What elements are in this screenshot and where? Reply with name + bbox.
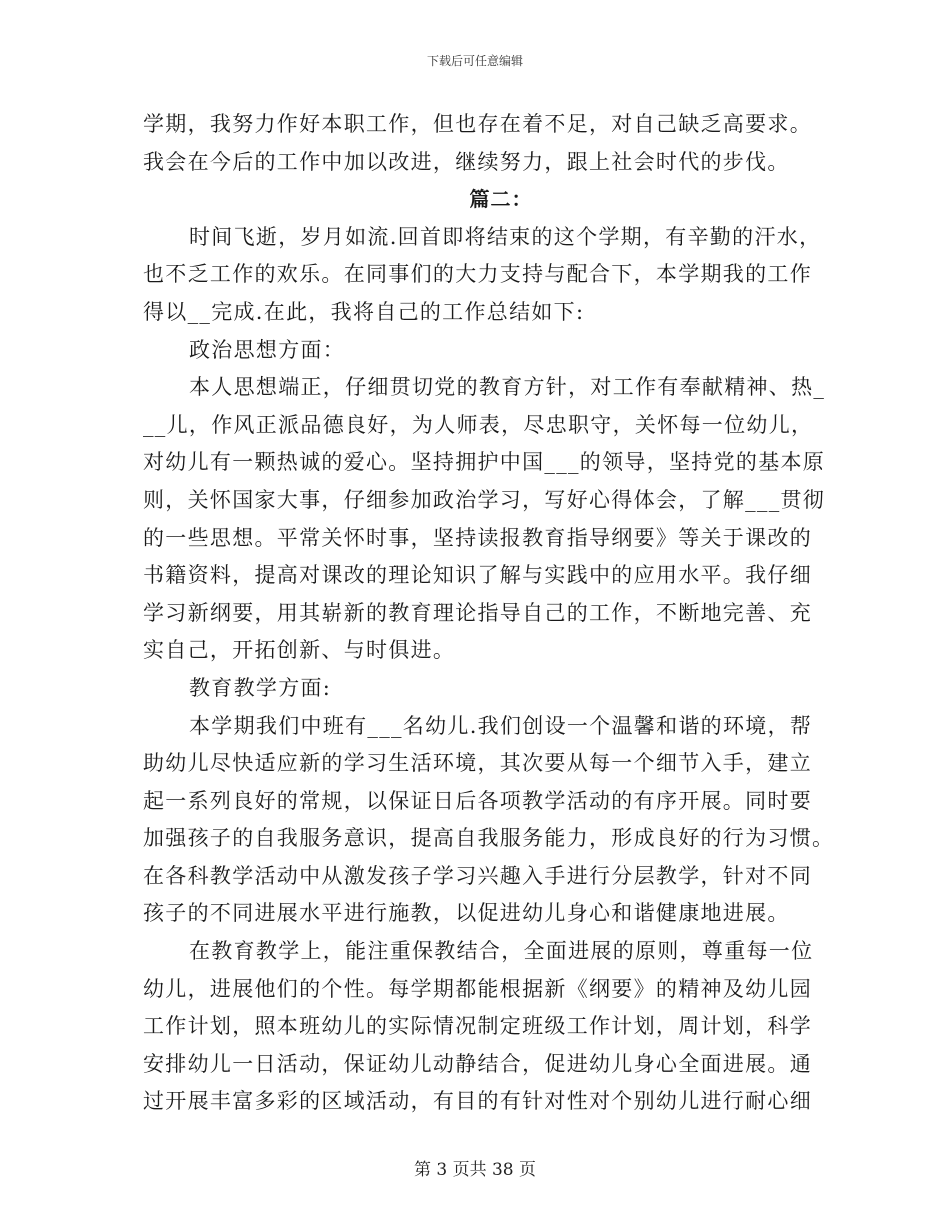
text-line: 助幼儿尽快适应新的学习生活环境，其次要从每一个细节入手，建立 [143,751,812,776]
text-line: __儿，作风正派品德良好，为人师表，尽忠职守，关怀每一位幼儿， [143,412,814,437]
text-line: 的一些思想。平常关怀时事，坚持读报教育指导纲要》等关于课改的 [143,525,812,550]
text-line: 学期，我努力作好本职工作，但也存在着不足，对自己缺乏高要求。 [143,112,812,136]
text-line: 孩子的不同进展水平进行施教，以促进幼儿身心和谐健康地进展。 [143,901,790,926]
document-body [143,106,835,1121]
text-line: 过开展丰富多彩的区域活动，有目的有针对性对个别幼儿进行耐心细 [143,1089,812,1114]
text-line: 安排幼儿一日活动，保证幼儿动静结合，促进幼儿身心全面进展。通 [143,1051,812,1076]
text-line: 本学期我们中班有___名幼儿.我们创设一个温馨和谐的环境，帮 [189,713,813,738]
text-line: 在教育教学上，能注重保教结合，全面进展的原则，尊重每一位 [189,939,814,964]
text-line: 我会在今后的工作中加以改进，继续努力，跟上社会时代的步伐。 [143,149,790,174]
text-line: 时间飞逝，岁月如流.回首即将结束的这个学期，有辛勤的汗水， [189,224,822,249]
text-line: 起一系列良好的常规，以保证日后各项教学活动的有序开展。同时要 [143,788,812,813]
text-line: 政治思想方面： [189,337,346,362]
text-line: 学习新纲要，用其崭新的教育理论指导自己的工作，不断地完善、充 [143,600,812,625]
text-line: 教育教学方面: [189,675,332,700]
text-line: 得以__完成.在此，我将自己的工作总结如下: [143,299,585,324]
text-line: 工作计划，照本班幼儿的实际情况制定班级工作计划，周计划，科学 [143,1014,812,1039]
text-line: 本人思想端正，仔细贯切党的教育方针，对工作有奉献精神、热_ [189,375,826,400]
page-footer: 第 3 页共 38 页 [413,1160,537,1180]
text-line: 则，关怀国家大事，仔细参加政治学习，写好心得体会，了解___贯彻 [143,487,826,512]
text-line: 对幼儿有一颗热诚的爱心。坚持拥护中国___的领导，坚持党的基本原 [143,450,826,475]
text-line: 在各科教学活动中从激发孩子学习兴趣入手进行分层教学，针对不同 [143,863,812,888]
page-header: 下载后可任意编辑 [426,54,523,68]
text-line: 实自己，开拓创新、与时俱进。 [143,638,456,663]
text-line: 加强孩子的自我服务意识，提高自我服务能力，形成良好的行为习惯。 [143,826,835,851]
text-line: 也不乏工作的欢乐。在同事们的大力支持与配合下，本学期我的工作 [143,262,812,287]
text-line: 书籍资料，提高对课改的理论知识了解与实践中的应用水平。我仔细 [143,563,812,588]
section-heading: 篇二： [469,187,533,212]
text-line: 幼儿，进展他们的个性。每学期都能根据新《纲要》的精神及幼儿园 [143,976,812,1001]
